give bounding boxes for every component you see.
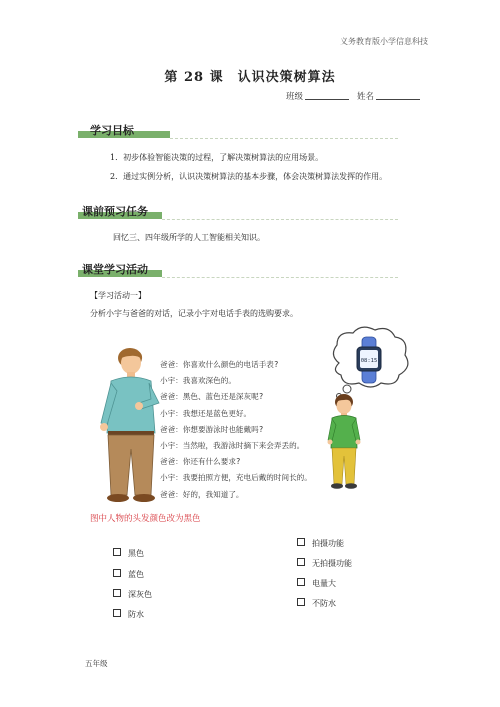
- option-blue[interactable]: 蓝色: [113, 569, 144, 580]
- option-dark-gray[interactable]: 深灰色: [113, 589, 152, 600]
- dialogue-line: 爸爸：黑色、蓝色还是深灰呢?: [160, 392, 264, 402]
- dialogue-line: 小宇：我想还是蓝色更好。: [160, 408, 252, 418]
- option-not-waterproof[interactable]: 不防水: [297, 598, 336, 609]
- preview-divider: [162, 219, 398, 220]
- thought-bubble-watch: [325, 325, 413, 400]
- activity-heading: 课堂学习活动: [82, 263, 148, 276]
- grade-footer: 五年级: [85, 659, 108, 668]
- option-camera[interactable]: 拍摄功能: [297, 538, 344, 549]
- name-blank[interactable]: [376, 91, 420, 100]
- class-blank[interactable]: [305, 91, 349, 100]
- activity-instruction: 分析小宇与爸爸的对话，记录小宇对电话手表的选购要求。: [90, 309, 298, 318]
- goals-heading: 学习目标: [90, 124, 134, 137]
- activity-divider: [162, 277, 398, 278]
- checkbox-icon[interactable]: [297, 598, 305, 606]
- activity-label: 【学习活动一】: [90, 291, 146, 300]
- dialogue-line: 爸爸：你还有什么要求?: [160, 457, 241, 467]
- dialogue-line: 爸爸：好的，我知道了。: [160, 489, 244, 499]
- checkbox-icon[interactable]: [113, 589, 121, 597]
- option-big-battery[interactable]: 电量大: [297, 578, 336, 589]
- option-waterproof[interactable]: 防水: [113, 609, 144, 620]
- dialogue-block: [160, 357, 312, 503]
- dialogue-line: 小宇：我要拍照方便，充电后戴的时间长的。: [160, 473, 312, 483]
- goal-item-1: 1．初步体验智能决策的过程，了解决策树算法的应用场景。: [110, 153, 324, 162]
- preview-text: 回忆三、四年级所学的人工智能相关知识。: [113, 233, 265, 242]
- class-name-line: [286, 90, 428, 102]
- goal-item-2: 2．通过实例分析，认识决策树算法的基本步骤，体会决策树算法发挥的作用。: [110, 172, 388, 181]
- dad-illustration: [93, 345, 165, 510]
- preview-heading: 课前预习任务: [82, 205, 148, 218]
- name-label: 姓名: [356, 92, 374, 102]
- checkbox-icon[interactable]: [113, 609, 121, 617]
- red-annotation: 图中人物的头发颜色改为黑色: [90, 514, 201, 524]
- checkbox-icon[interactable]: [297, 558, 305, 566]
- class-label: 班级: [285, 92, 303, 102]
- lesson-title: 第 28 课 认识决策树算法: [164, 70, 336, 85]
- goals-divider: [170, 138, 398, 139]
- option-no-camera[interactable]: 无拍摄功能: [297, 558, 352, 569]
- checkbox-icon[interactable]: [113, 548, 121, 556]
- checkbox-icon[interactable]: [113, 569, 121, 577]
- publisher-note: 义务教育版小学信息科技: [340, 37, 428, 46]
- checkbox-icon[interactable]: [297, 578, 305, 586]
- dialogue-line: 小宇：我喜欢深色的。: [160, 376, 236, 386]
- dialogue-line: 小宇：当然啦，我游泳时摘下来会弄丢的。: [160, 441, 305, 451]
- option-black[interactable]: 黑色: [113, 548, 144, 559]
- dialogue-line: 爸爸：你喜欢什么颜色的电话手表?: [160, 360, 279, 369]
- watch-time: 08:15: [360, 358, 378, 364]
- dialogue-line: 爸爸：你想要游泳时也能戴吗?: [160, 424, 264, 434]
- boy-illustration: [326, 392, 362, 492]
- checkbox-icon[interactable]: [297, 538, 305, 546]
